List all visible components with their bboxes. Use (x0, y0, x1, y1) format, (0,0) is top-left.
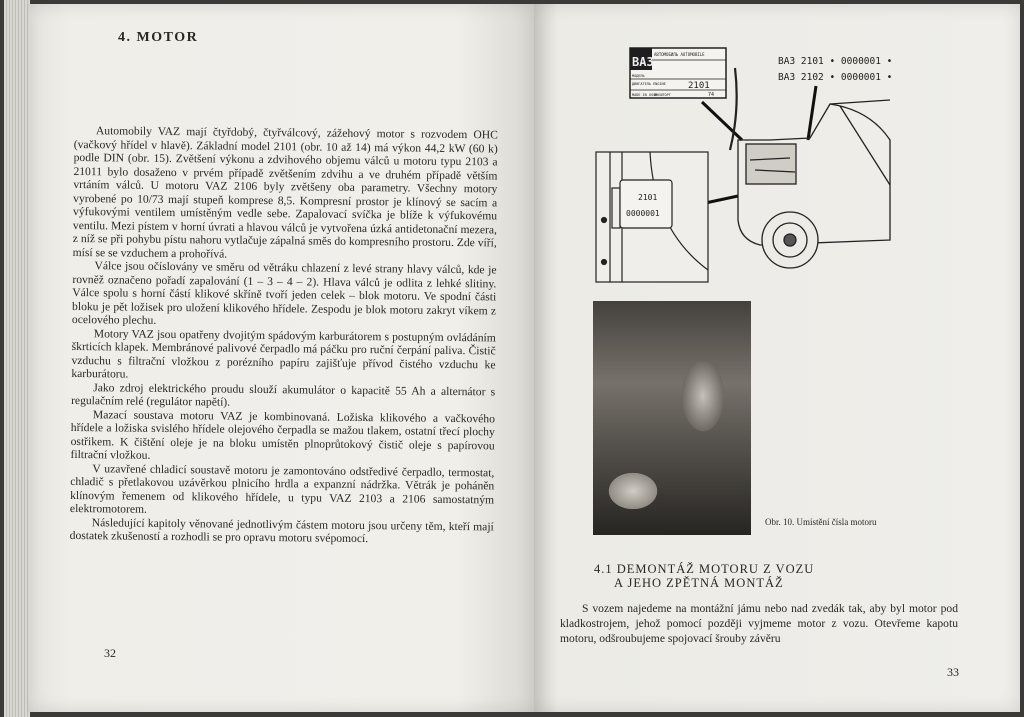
paragraph: Automobily VAZ mají čtyřdobý, čtyřválcový, zážehový motor s rozvodem OHC (vačkový hřídel v hlavě). Základní model 2101 (obr. 10 až 14) má výkon 44,2 kW (60 k) podle DIN (obr. 15). Zvětšení výkonu a zdvihového objemu válců u motoru typu 2103 a 21011 bylo dosaženo v prvém případě zvětšením zdvihu a ve druhém případě větším vrtáním válců. U motoru VAZ 2106 byly zvětšeny oba parametry. Všechny motory vyrobené po 10/73 mají stupeň komprese 8,5. Kompresní prostor je klínový se sacím a výfukovými ventilem umístěným vedle sebe. Zapalovací svíčka je blíže k výfukovému ventilu. Mezi pístem v horní úvrati a hlavou válců je vytvořena úzká antidetonační mezera, z níž se při pohybu pístu nahoru vytlačuje zápalná směs do kompresního prostoru. Zde víří, mísí se se vzduchem a prohořívá. (72, 124, 498, 261)
paragraph: Mazací soustava motoru VAZ je kombinovaná. Ložiska klikového a vačkového hřídele a ložiska svislého hřídele olejového čerpadla se mažou tlakem, ostatní třecí plochy ostřikem. K čištění oleje je na bloku umístěn plnoprůtokový čistič oleje s papírovou filtrační vložkou. (70, 407, 496, 462)
engine-photo (593, 301, 751, 535)
engine-number-2: ВАЗ 2102 • 0000001 • (778, 72, 893, 83)
block-stamp-model: 2101 (638, 193, 658, 202)
paragraph: Motory VAZ jsou opatřeny dvojitým spádovým karburátorem s postupným ovládáním škrticích klapek. Membránové palivové čerpadlo má páčku pro ruční čerpání paliva. Čistič vzduchu s filtrační vložkou z porézního papíru zajišťuje přívod čistého vzduchu ke karburátoru. (71, 326, 496, 381)
page-edges (4, 0, 30, 717)
page-number-right: 33 (947, 665, 959, 679)
section-heading (594, 562, 894, 590)
plate-header: АВТОМОБИЛЬ AUTOMOBILE (654, 52, 705, 57)
block-stamp-number: 0000001 (626, 209, 660, 218)
plate-row3-mid: ВНЕШТОРГ (654, 93, 671, 97)
paragraph: Následující kapitoly věnované jednotlivým částem motoru jsou určeny těm, kteří mají dostatek zkušeností a rozhodli se pro opravu motoru svépomocí. (69, 515, 494, 546)
car-illustration (730, 68, 893, 268)
section-heading-line1: 4.1 DEMONTÁŽ MOTORU Z VOZU (594, 562, 815, 576)
plate-row1-label: МОДЕЛЬ (632, 74, 645, 78)
plate-row2-label: ДВИГАТЕЛЬ ENGINE (632, 82, 666, 86)
figure-caption: Obr. 10. Umístění čísla motoru (765, 517, 877, 527)
plate-row3-value: 74 (708, 92, 715, 98)
paragraph: S vozem najedeme na montážní jámu nebo nad zvedák tak, aby byl motor pod kladkostrojem, jehož pomocí později vyjmeme motor z vozu. Otevřeme kapotu motoru, odšroubujeme spojovací šrouby závěru (560, 602, 958, 645)
paragraph: V uzavřené chladicí soustavě motoru je zamontováno odstředivé čerpadlo, termostat, chladič s přetlakovou uzávěrkou plnicího hrdla a expanzní nádržka. Větrák je poháněn klínovým řemenem od klikového hřídele, u typu VAZ 2103 a 2106 samostatným elektromotorem. (69, 461, 495, 516)
plate-logo: ВАЗ (632, 55, 654, 69)
engine-number-1: ВАЗ 2101 • 0000001 • (778, 56, 893, 67)
left-body-text (70, 124, 498, 547)
plate-row3-label: MADE IN USSR (632, 93, 658, 97)
section-heading-line2: A JEHO ZPĚTNÁ MONTÁŽ (614, 576, 784, 590)
engine-number-diagram (590, 40, 900, 290)
vin-plate (630, 48, 726, 98)
section-text (560, 601, 958, 646)
chapter-title: 4. MOTOR (118, 30, 199, 45)
paragraph: Jako zdroj elektrického proudu slouží akumulátor o kapacitě 55 Ah a alternátor s regulačním relé (regulátor napětí). (71, 380, 496, 409)
plate-row2-value: 2101 (688, 81, 710, 91)
paragraph: Válce jsou očíslovány ve směru od větráku chlazení z levé strany hlavy válců, kde je rovněž označeno pořadí zapalování (1 – 3 – 4 – 2). Hlava válců je odlita z lehké slitiny. Válce spolu s horní částí klikové skříně tvoří jeden celek – blok motoru. Ve spodní části bloku je pět ložisek pro uložení klikového hřídele. Zespodu je blok motoru zakryt víkem z ocelového plechu. (71, 259, 497, 327)
page-number-left: 32 (104, 646, 116, 660)
